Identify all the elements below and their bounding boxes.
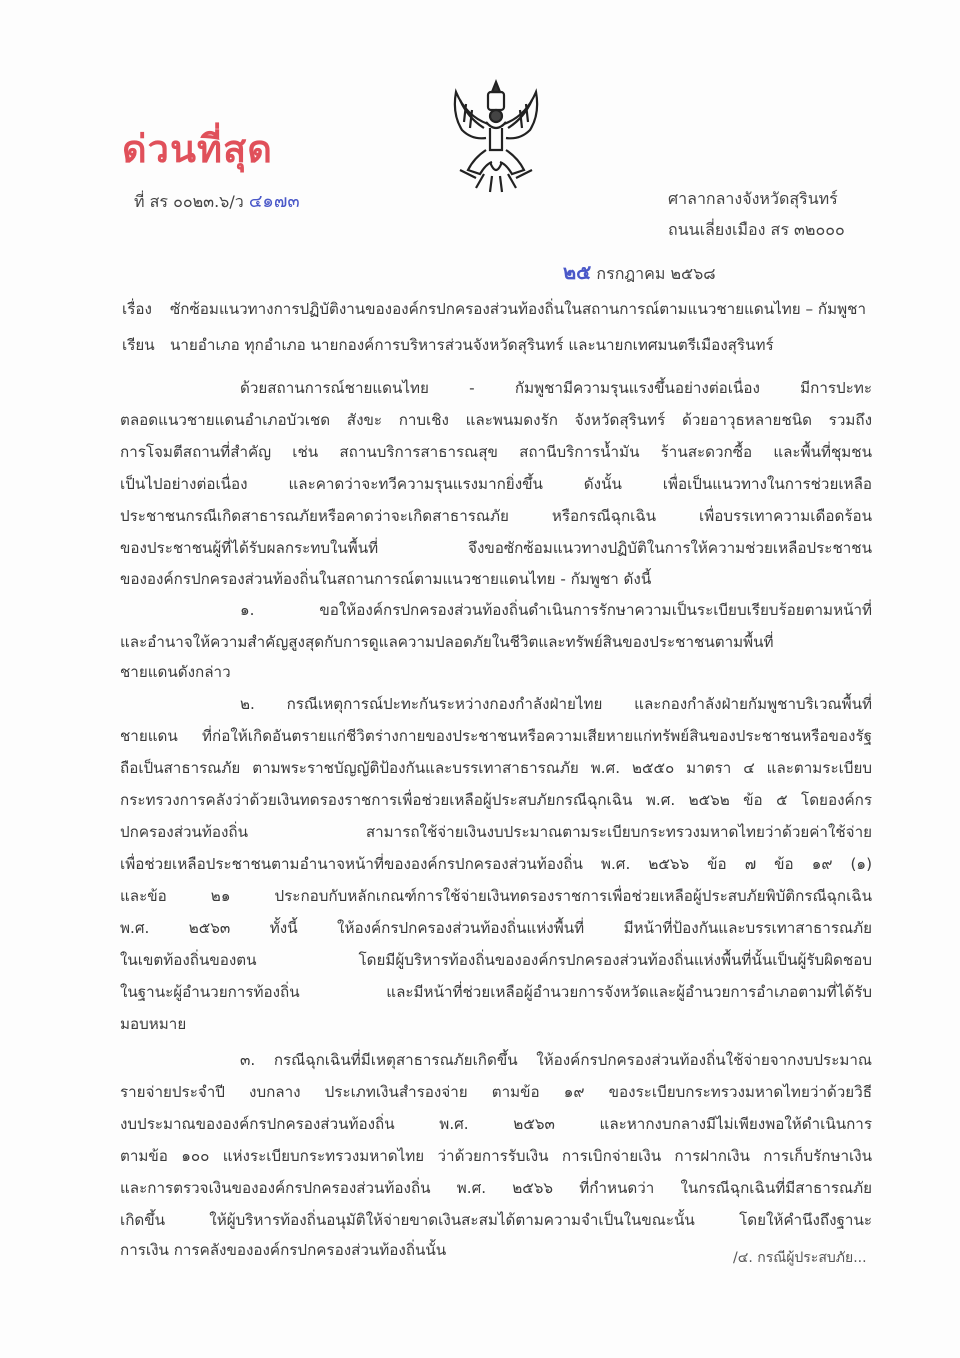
- garuda-emblem-icon: [446, 78, 546, 200]
- body-line: และข้อ ๒๑ ประกอบกับหลักเกณฑ์การใช้จ่ายเงินทดรองราชการเพื่อช่วยเหลือผู้ประสบภัยพิบัติกรณีฉุกเฉิน: [120, 887, 872, 905]
- continuation-note: /๔. กรณีผู้ประสบภัย...: [733, 1250, 867, 1266]
- body-line: และอำนาจให้ความสำคัญสูงสุดกับการดูแลความปลอดภัยในชีวิตและทรัพย์สินของประชาชนตามพื้นที่: [120, 633, 774, 651]
- body-line: ปกครองส่วนท้องถิ่น สามารถใช้จ่ายเงินงบประมาณตามระเบียบกระทรวงมหาดไทยว่าด้วยค่าใช้จ่าย: [120, 823, 872, 841]
- sender-address-line1: ศาลากลางจังหวัดสุรินทร์: [668, 189, 838, 208]
- date-month-year: กรกฎาคม ๒๕๖๘: [596, 264, 716, 283]
- body-line: รายจ่ายประจำปี งบกลาง ประเภทเงินสำรองจ่าย ตามข้อ ๑๙ ของระเบียบกระทรวงมหาดไทยว่าด้วยวิธี: [120, 1083, 872, 1101]
- body-line: พ.ศ. ๒๕๖๓ ทั้งนี้ ให้องค์กรปกครองส่วนท้องถิ่นแห่งพื้นที่ มีหน้าที่ป้องกันและบรรเทาสาธารณภัย: [120, 919, 872, 937]
- body-line: ด้วยสถานการณ์ชายแดนไทย - กัมพูชามีความรุนแรงขึ้นอย่างต่อเนื่อง มีการปะทะ: [240, 379, 872, 397]
- body-line: มอบหมาย: [120, 1015, 187, 1033]
- body-line: งบประมาณขององค์กรปกครองส่วนท้องถิ่น พ.ศ. ๒๕๖๓ และหากงบกลางมีไม่เพียงพอให้ดำเนินการ: [120, 1115, 872, 1133]
- body-line: ในเขตท้องถิ่นของตน โดยมีผู้บริหารท้องถิ่นขององค์กรปกครองส่วนท้องถิ่นแห่งพื้นที่นั้นเป็นผู้รับผิดชอบ: [120, 951, 872, 969]
- body-line: ประชาชนกรณีเกิดสาธารณภัยหรือคาดว่าจะเกิดสาธารณภัย หรือกรณีฉุกเฉิน เพื่อบรรเทาความเดือดร้อน: [120, 507, 872, 525]
- subject-label: เรื่อง: [122, 300, 152, 318]
- body-line: ตามข้อ ๑๐๐ แห่งระเบียบกระทรวงมหาดไทย ว่าด้วยการรับเงิน การเบิกจ่ายเงิน การฝากเงิน การเก็บรักษาเงิน: [120, 1147, 872, 1165]
- subject-text: ซักซ้อมแนวทางการปฏิบัติงานขององค์กรปกครองส่วนท้องถิ่นในสถานการณ์ตามแนวชายแดนไทย – กัมพูชา: [170, 300, 866, 318]
- body-line: ชายแดนดังกล่าว: [120, 663, 231, 681]
- reference-prefix: ที่ สร ๐๐๒๓.๖/ว: [134, 192, 244, 211]
- body-line: ขององค์กรปกครองส่วนท้องถิ่นในสถานการณ์ตามแนวชายแดนไทย - กัมพูชา ดังนี้: [120, 570, 652, 588]
- body-line: เป็นไปอย่างต่อเนื่อง และคาดว่าจะทวีความรุนแรงมากยิ่งขึ้น ดังนั้น เพื่อเป็นแนวทางในการช่วยเหลือ: [120, 475, 872, 493]
- document-date: [563, 256, 716, 288]
- body-line: กระทรวงการคลังว่าด้วยเงินทดรองราชการเพื่อช่วยเหลือผู้ประสบภัยกรณีฉุกเฉิน พ.ศ. ๒๕๖๒ ข้อ ๕ โดยองค์กร: [120, 791, 872, 809]
- sender-address-line2: ถนนเลี่ยงเมือง สร ๓๒๐๐๐: [668, 220, 845, 239]
- document-reference: [134, 186, 300, 215]
- body-line: เพื่อช่วยเหลือประชาชนตามอำนาจหน้าที่ขององค์กรปกครองส่วนท้องถิ่น พ.ศ. ๒๕๖๖ ข้อ ๗ ข้อ ๑๙ (๑): [120, 855, 872, 873]
- body-line: ถือเป็นสาธารณภัย ตามพระราชบัญญัติป้องกันและบรรเทาสาธารณภัย พ.ศ. ๒๕๕๐ มาตรา ๔ และตามระเบียบ: [120, 759, 872, 777]
- body-line: การเงิน การคลังขององค์กรปกครองส่วนท้องถิ่นนั้น: [120, 1241, 447, 1259]
- body-line: ๓. กรณีฉุกเฉินที่มีเหตุสาธารณภัยเกิดขึ้น ให้องค์กรปกครองส่วนท้องถิ่นใช้จ่ายจากงบประมาณ: [240, 1051, 872, 1069]
- body-line: ชายแดน ที่ก่อให้เกิดอันตรายแก่ชีวิตร่างกายของประชาชนหรือความเสียหายแก่ทรัพย์สินของประชาชนหรือของรัฐ: [120, 727, 872, 745]
- body-line: ๑. ขอให้องค์กรปกครองส่วนท้องถิ่นดำเนินการรักษาความเป็นระเบียบเรียบร้อยตามหน้าที่: [240, 601, 872, 619]
- body-line: ของประชาชนผู้ที่ได้รับผลกระทบในพื้นที่ จึงขอซักซ้อมแนวทางปฏิบัติในการให้ความช่วยเหลือประชาชน: [120, 539, 872, 557]
- body-line: การโจมตีสถานที่สำคัญ เช่น สถานบริการสาธารณสุข สถานีบริการน้ำมัน ร้านสะดวกซื้อ และพื้นที่ชุมชน: [120, 443, 872, 461]
- recipient-label: เรียน: [122, 336, 155, 354]
- urgency-stamp: ด่วนที่สุด: [122, 127, 273, 171]
- recipient-line: [122, 333, 774, 357]
- body-line: เกิดขึ้น ให้ผู้บริหารท้องถิ่นอนุมัติให้จ่ายขาดเงินสะสมได้ตามความจำเป็นในขณะนั้น โดยให้คำนึงถึงฐานะ: [120, 1211, 872, 1229]
- date-day-handwritten: ๒๕: [563, 260, 592, 284]
- reference-handwritten-number: ๔๑๗๓: [248, 191, 300, 212]
- body-line: ในฐานะผู้อำนวยการท้องถิ่น และมีหน้าที่ช่วยเหลือผู้อำนวยการจังหวัดและผู้อำนวยการอำเภอตามที่ได้รับ: [120, 983, 872, 1001]
- body-line: ตลอดแนวชายแดนอำเภอบัวเชด สังขะ กาบเชิง และพนมดงรัก จังหวัดสุรินทร์ ด้วยอาวุธหลายชนิด รวมถึง: [120, 411, 872, 429]
- body-line: ๒. กรณีเหตุการณ์ปะทะกันระหว่างกองกำลังฝ่ายไทย และกองกำลังฝ่ายกัมพูชาบริเวณพื้นที่: [240, 695, 872, 713]
- recipient-text: นายอำเภอ ทุกอำเภอ นายกองค์การบริหารส่วนจังหวัดสุรินทร์ และนายกเทศมนตรีเมืองสุรินทร์: [170, 336, 774, 354]
- body-line: และการตรวจเงินขององค์กรปกครองส่วนท้องถิ่น พ.ศ. ๒๕๖๖ ที่กำหนดว่า ในกรณีฉุกเฉินที่มีสาธารณภัย: [120, 1179, 872, 1197]
- subject-line: [122, 297, 866, 321]
